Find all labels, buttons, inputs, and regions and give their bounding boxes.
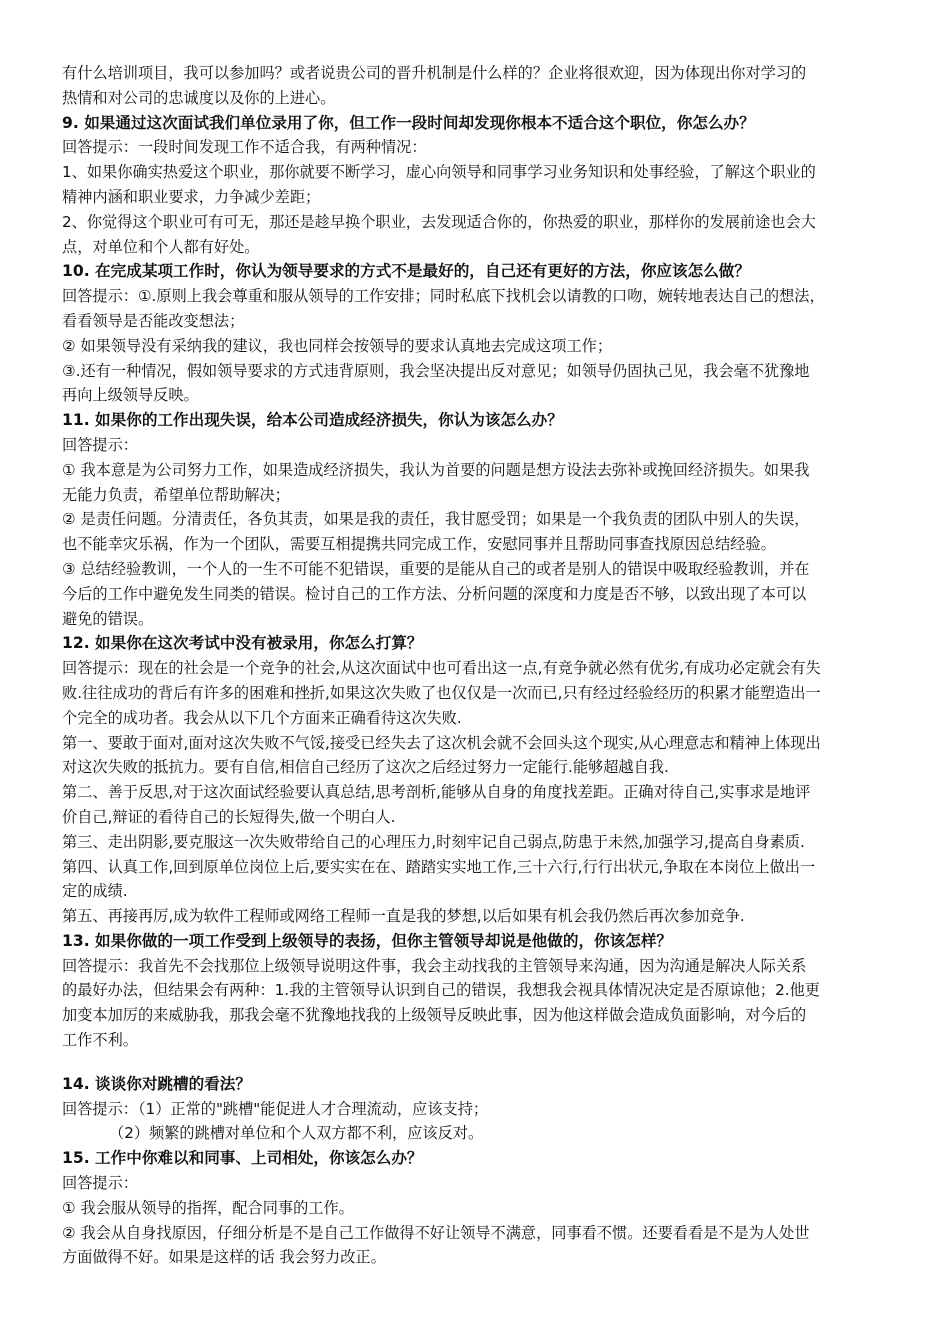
question-heading: 14. 谈谈你对跳槽的看法？ bbox=[62, 1074, 251, 1093]
text-line: 看看领导是否能改变想法； bbox=[62, 311, 245, 330]
text-line: 回答提示：①.原则上我会尊重和服从领导的工作安排；同时私底下找机会以请教的口吻，婉转地表达自己的想法， bbox=[62, 287, 825, 306]
question-heading: 11. 如果你的工作出现失误，给本公司造成经济损失，你认为该怎么办？ bbox=[62, 411, 563, 430]
text-line: 第二、善于反思,对于这次面试经验要认真总结,思考剖析,能够从自身的角度找差距。正确对待自己,实事求是地评 bbox=[62, 783, 811, 802]
text-line: 价自己,辩证的看待自己的长短得失,做一个明白人. bbox=[62, 807, 396, 826]
text-line: 避免的错误。 bbox=[62, 609, 154, 628]
text-line: 今后的工作中避免发生同类的错误。检讨自己的工作方法、分析问题的深度和力度是否不够，以致出现了本可以 bbox=[62, 584, 807, 603]
text-line: 的最好办法，但结果会有两种：1.我的主管领导认识到自己的错误，我想我会视具体情况决定是否原谅他；2.他更 bbox=[62, 981, 820, 1000]
text-line: 点，对单位和个人都有好处。 bbox=[62, 237, 260, 256]
text-line: 热情和对公司的忠诚度以及你的上进心。 bbox=[62, 88, 336, 107]
text-line: 回答提示：（1）正常的"跳槽"能促进人才合理流动，应该支持； bbox=[62, 1099, 489, 1118]
text-line: 第五、再接再厉,成为软件工程师或网络工程师一直是我的梦想,以后如果有机会我仍然后再次参加竞争. bbox=[62, 907, 745, 926]
question-heading: 12. 如果你在这次考试中没有被录用，你怎么打算？ bbox=[62, 634, 423, 653]
text-line: ② 是责任问题。分清责任，各负其责，如果是我的责任，我甘愿受罚；如果是一个我负责的团队中别人的失误， bbox=[62, 510, 810, 529]
text-line: 回答提示：我首先不会找那位上级领导说明这件事，我会主动找我的主管领导来沟通，因为沟通是解决人际关系 bbox=[62, 956, 807, 975]
question-heading: 13. 如果你做的一项工作受到上级领导的表扬，但你主管领导却说是他做的，你该怎样？ bbox=[62, 931, 673, 950]
text-line: 工作不利。 bbox=[62, 1031, 138, 1050]
text-line: ② 如果领导没有采纳我的建议，我也同样会按领导的要求认真地去完成这项工作； bbox=[62, 336, 613, 355]
text-line: 第三、走出阴影,要克服这一次失败带给自己的心理压力,时刻牢记自己弱点,防患于未然,加强学习,提高自身素质. bbox=[62, 832, 805, 851]
text-line: 败.往往成功的背后有许多的困难和挫折,如果这次失败了也仅仅是一次而已,只有经过经验经历的积累才能塑造出一 bbox=[62, 683, 821, 702]
text-line: ③.还有一种情况，假如领导要求的方式违背原则，我会坚决提出反对意见；如领导仍固执己见，我会毫不犹豫地 bbox=[62, 361, 810, 380]
text-line: 1、如果你确实热爱这个职业，那你就要不断学习，虚心向领导和同事学习业务知识和处事经验，了解这个职业的 bbox=[62, 163, 816, 182]
text-line: 也不能幸灾乐祸，作为一个团队，需要互相提携共同完成工作，安慰同事并且帮助同事查找原因总结经验。 bbox=[62, 535, 776, 554]
text-line: 加变本加厉的来威胁我，那我会毫不犹豫地找我的上级领导反映此事，因为他这样做会造成负面影响，对今后的 bbox=[62, 1006, 807, 1025]
text-line: 有什么培训项目，我可以参加吗？或者说贵公司的晋升机制是什么样的？企业将很欢迎，因为体现出你对学习的 bbox=[62, 64, 807, 82]
text-line: ① 我本意是为公司努力工作，如果造成经济损失，我认为首要的问题是想方设法去弥补或挽回经济损失。如果我 bbox=[62, 460, 810, 479]
text-line: 无能力负责，希望单位帮助解决； bbox=[62, 485, 290, 504]
text-line: 对这次失败的抵抗力。要有自信,相信自己经历了这次之后经过努力一定能行.能够超越自我. bbox=[62, 758, 669, 777]
question-heading: 10. 在完成某项工作时，你认为领导要求的方式不是最好的，自己还有更好的方法，你应该怎么做？ bbox=[62, 262, 750, 281]
text-line: 定的成绩. bbox=[62, 882, 128, 901]
text-line: 第一、要敢于面对,面对这次失败不气馁,接受已经失去了这次机会就不会回头这个现实,从心理意志和精神上体现出 bbox=[62, 733, 821, 752]
text-line: 回答提示：现在的社会是一个竞争的社会,从这次面试中也可看出这一点,有竞争就必然有优劣,有成功必定就会有失 bbox=[62, 659, 821, 678]
paragraph-spacer bbox=[62, 1053, 890, 1072]
text-line: 第四、认真工作,回到原单位岗位上后,要实实在在、踏踏实实地工作,三十六行,行行出状元,争取在本岗位上做出一 bbox=[62, 857, 816, 876]
question-heading: 9. 如果通过这次面试我们单位录用了你，但工作一段时间却发现你根本不适合这个职位，你怎么办？ bbox=[62, 113, 755, 132]
text-line: ② 我会从自身找原因，仔细分析是不是自己工作做得不好让领导不满意，同事看不惯。还要看看是不是为人处世 bbox=[62, 1223, 810, 1242]
text-line: 精神内涵和职业要求，力争减少差距； bbox=[62, 187, 321, 206]
text-line: 2、你觉得这个职业可有可无，那还是趁早换个职业，去发现适合你的，你热爱的职业，那样你的发展前途也会大 bbox=[62, 212, 816, 231]
text-line: （2）频繁的跳槽对单位和个人双方都不利，应该反对。 bbox=[109, 1124, 484, 1143]
text-line: 再向上级领导反映。 bbox=[62, 386, 199, 405]
text-line: 回答提示： bbox=[62, 1174, 138, 1193]
text-line: 个完全的成功者。我会从以下几个方面来正确看待这次失败. bbox=[62, 708, 462, 727]
text-line: 方面做得不好。如果是这样的话 我会努力改正。 bbox=[62, 1248, 386, 1267]
question-heading: 15. 工作中你难以和同事、上司相处，你该怎么办？ bbox=[62, 1149, 423, 1168]
text-line: ① 我会服从领导的指挥，配合同事的工作。 bbox=[62, 1198, 354, 1217]
text-line: 回答提示：一段时间发现工作不适合我，有两种情况： bbox=[62, 138, 427, 157]
text-line: 回答提示： bbox=[62, 435, 138, 454]
text-line: ③ 总结经验教训，一个人的一生不可能不犯错误，重要的是能从自己的或者是别人的错误中吸取经验教训，并在 bbox=[62, 559, 810, 578]
